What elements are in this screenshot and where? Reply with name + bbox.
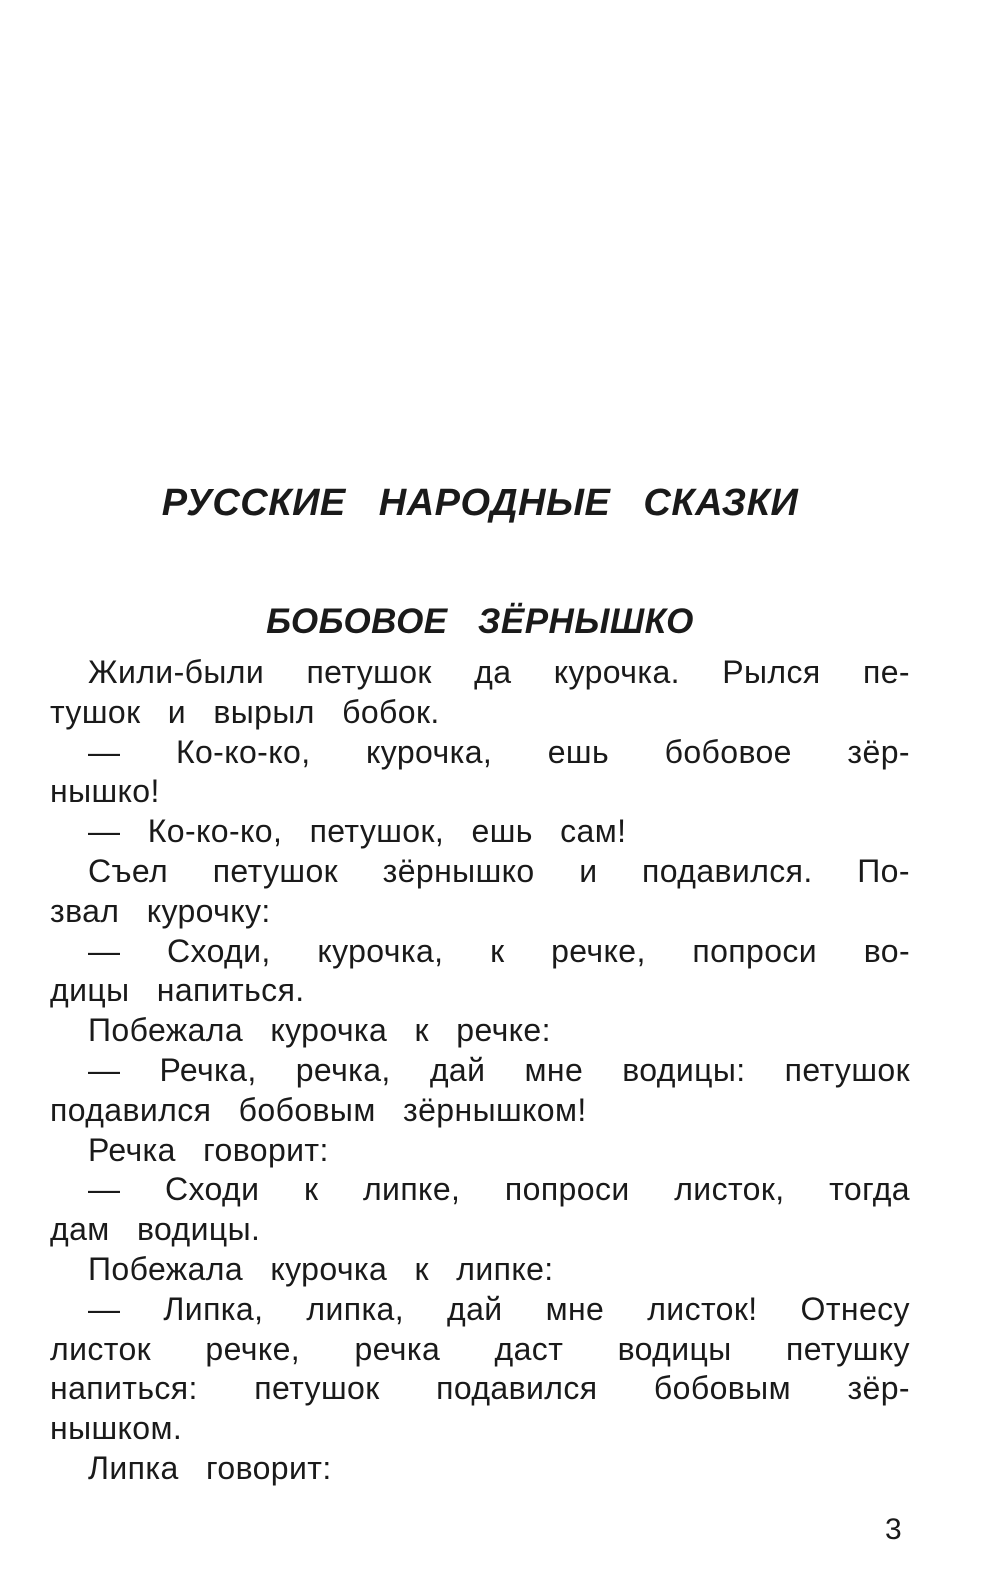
word: курочка, (366, 733, 493, 770)
word: даст (494, 1330, 564, 1367)
word: Липка (88, 1449, 179, 1486)
word: попроси (504, 1171, 630, 1208)
word: во- (863, 932, 910, 969)
word: листок (50, 1330, 152, 1367)
word: попроси (692, 932, 818, 969)
word: Побежала (88, 1012, 244, 1049)
word: петушок (212, 852, 339, 889)
word: Побежала (88, 1250, 244, 1287)
word: Сходи, (167, 932, 271, 969)
word: курочка, (317, 932, 444, 969)
word: — (88, 1290, 121, 1327)
text-line (50, 932, 910, 972)
word: и (167, 693, 187, 730)
word: Рылся (722, 654, 821, 690)
word: бобовое (664, 733, 792, 770)
word: курочка (270, 1012, 388, 1049)
word: мне (545, 1290, 605, 1327)
word: Ко-ко-ко, (147, 813, 283, 850)
word: мне (524, 1051, 584, 1088)
word: липке, (362, 1171, 461, 1208)
word: говорит: (203, 1131, 329, 1168)
word: звал (50, 892, 120, 929)
text-line (50, 1330, 910, 1370)
text-line (50, 1091, 910, 1131)
word: зёрнышком! (403, 1091, 587, 1128)
word: нышком. (50, 1410, 183, 1447)
word: листок, (674, 1171, 785, 1208)
text-line (50, 852, 910, 892)
text-line (50, 1170, 910, 1210)
text-line (50, 693, 910, 733)
word: вырыл (213, 693, 315, 730)
word: липка, (306, 1290, 405, 1327)
word: речка (354, 1330, 441, 1367)
word: курочку: (146, 892, 271, 929)
word: водицы (617, 1330, 732, 1367)
word: нышко! (50, 773, 160, 810)
word: речке: (456, 1012, 551, 1049)
word: ешь (471, 813, 533, 850)
word: дам (50, 1211, 110, 1248)
word: речке, (551, 932, 646, 969)
word: Речка, (159, 1051, 257, 1088)
word: бобок. (342, 693, 440, 730)
text-line (50, 1250, 910, 1290)
text-line (50, 1051, 910, 1091)
word: водицы. (136, 1211, 261, 1248)
word: зёрнышко (382, 852, 535, 889)
word: дицы (50, 972, 130, 1009)
word: подавился (436, 1370, 598, 1407)
text-line (50, 772, 910, 812)
word: По- (857, 852, 910, 889)
word: тогда (829, 1171, 910, 1208)
word: дай (447, 1290, 503, 1327)
word: напиться: (50, 1370, 198, 1407)
word: — (88, 813, 121, 850)
text-line (50, 1449, 910, 1489)
word: напиться. (156, 972, 305, 1009)
section-title: РУССКИЕ НАРОДНЫЕ СКАЗКИ (161, 482, 799, 524)
word: петушок, (309, 813, 445, 850)
page-number: 3 (885, 1513, 902, 1546)
word: да (474, 654, 512, 690)
word: сам! (560, 813, 627, 850)
word: Отнесу (800, 1290, 910, 1327)
story-body (50, 653, 910, 1489)
word: — (88, 932, 121, 969)
word: пе- (862, 654, 910, 690)
word: зёр- (847, 1370, 910, 1407)
text-line (50, 1131, 910, 1171)
word: бобовым (653, 1370, 791, 1407)
word: Сходи (165, 1171, 260, 1208)
word: дай (429, 1051, 486, 1088)
text-line (50, 971, 910, 1011)
word: к (414, 1250, 429, 1287)
word: ешь (547, 733, 610, 770)
text-line (50, 1369, 910, 1409)
word: подавился (50, 1091, 212, 1128)
word: петушок (784, 1051, 910, 1088)
word: тушок (50, 693, 141, 730)
word: Липка, (163, 1290, 264, 1327)
text-line (50, 653, 910, 693)
word: Жили-были (88, 654, 265, 690)
text-line (50, 1290, 910, 1330)
word: говорит: (206, 1449, 332, 1486)
word: — (88, 1171, 121, 1208)
text-line (50, 892, 910, 932)
word: бобовым (238, 1091, 376, 1128)
word: — (88, 733, 121, 770)
word: — (88, 1051, 121, 1088)
word: Ко-ко-ко, (175, 733, 311, 770)
word: к (490, 932, 505, 969)
text-line (50, 1210, 910, 1250)
word: к (414, 1012, 429, 1049)
word: петушку (786, 1330, 910, 1367)
word: петушок (306, 654, 432, 690)
text-line (50, 812, 910, 852)
word: речка, (295, 1051, 391, 1088)
word: речке, (205, 1330, 301, 1367)
word: и (579, 852, 598, 889)
word: водицы: (622, 1051, 746, 1088)
word: подавился. (642, 852, 813, 889)
word: зёр- (847, 733, 910, 770)
text-line (50, 1011, 910, 1051)
word: Речка (88, 1131, 176, 1168)
word: Съел (88, 852, 169, 889)
story-title: БОБОВОЕ ЗЁРНЫШКО (266, 602, 694, 641)
text-line (50, 733, 910, 773)
word: курочка. (553, 654, 680, 690)
word: курочка (270, 1250, 388, 1287)
word: листок! (647, 1290, 758, 1327)
word: к (303, 1171, 319, 1208)
text-line (50, 1409, 910, 1449)
word: липке: (456, 1250, 554, 1287)
word: петушок (254, 1370, 380, 1407)
